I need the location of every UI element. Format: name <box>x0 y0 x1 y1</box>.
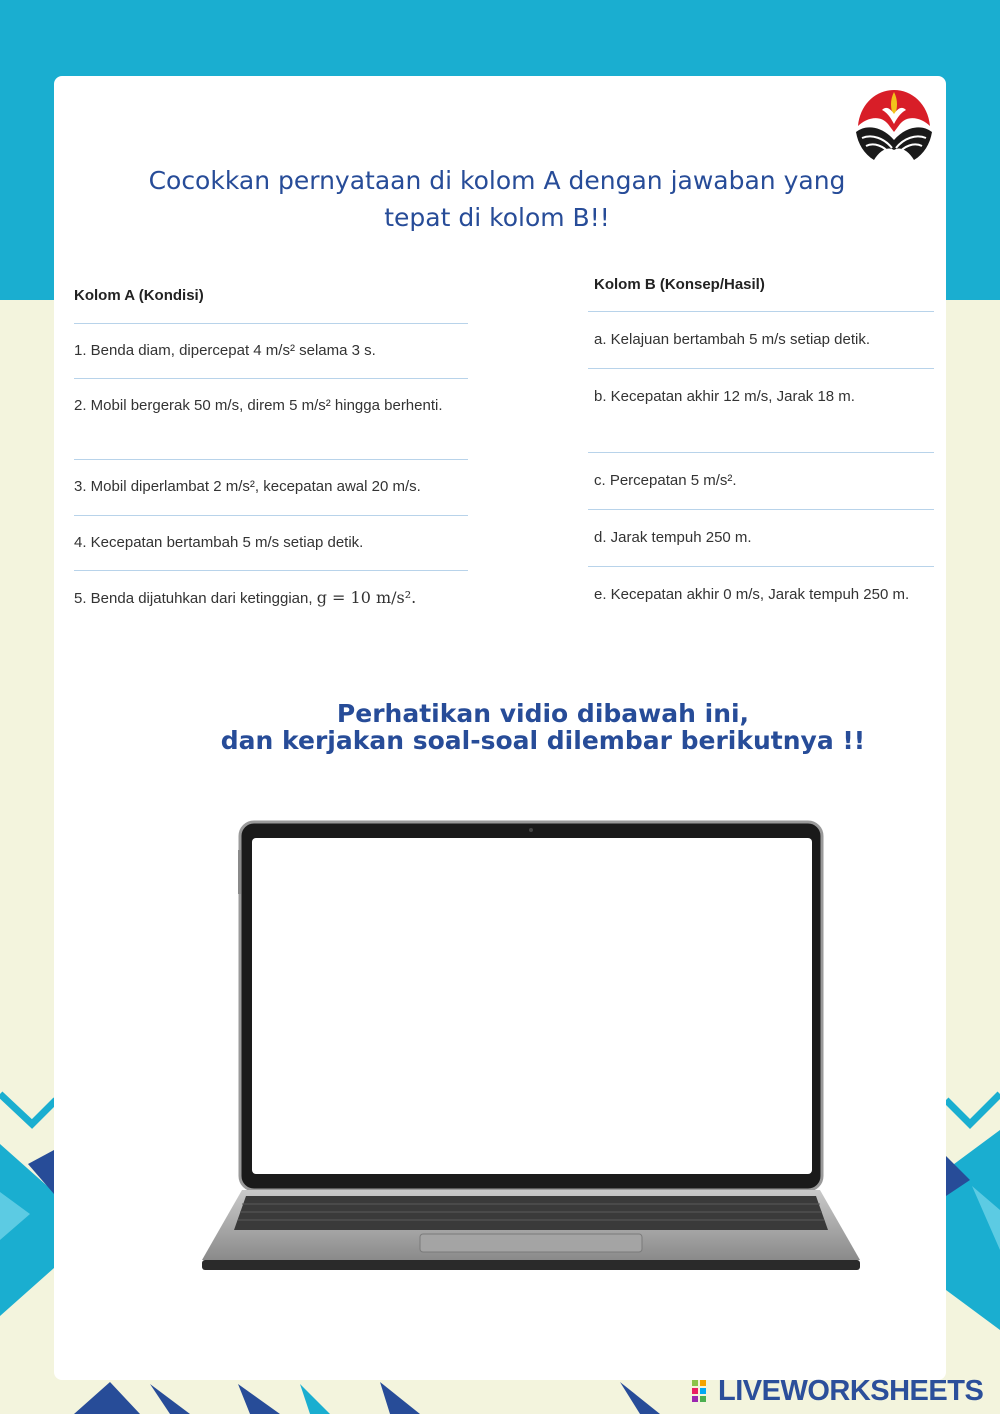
page-title: Cocokkan pernyataan di kolom A dengan jawaban yang tepat di kolom B!! <box>148 166 846 232</box>
university-logo-icon <box>852 84 936 168</box>
column-b-row-a: a. Kelajuan bertambah 5 m/s setiap detik. <box>588 312 934 369</box>
video-instruction-line-1: Perhatikan vidio dibawah ini, <box>336 699 750 728</box>
column-b-row-d: d. Jarak tempuh 250 m. <box>588 510 934 567</box>
laptop-video-frame <box>198 820 864 1276</box>
column-a-row-5 <box>74 571 468 626</box>
column-b-row-e: e. Kecepatan akhir 0 m/s, Jarak tempuh 250 m. <box>594 586 910 603</box>
gravity-formula: g = 10 m/s². <box>316 588 417 607</box>
watermark-text: LIVEWORKSHEETS <box>718 1375 984 1407</box>
liveworksheets-watermark <box>692 1374 992 1408</box>
video-instruction <box>130 700 956 754</box>
column-a-table <box>74 270 468 626</box>
column-a-row-4: 4. Kecepatan bertambah 5 m/s setiap detik. <box>74 516 468 571</box>
liveworksheets-logo-icon <box>692 1380 714 1402</box>
column-b-header: Kolom B (Konsep/Hasil) <box>588 258 934 312</box>
column-a-row-2: 2. Mobil bergerak 50 m/s, direm 5 m/s² hingga berhenti. <box>74 379 468 460</box>
column-a-row-5-text: 5. Benda dijatuhkan dari ketinggian, <box>74 590 313 607</box>
column-b-table <box>588 258 934 648</box>
video-instruction-line-2: dan kerjakan soal-soal dilembar berikutnya !! <box>220 726 866 755</box>
column-b-row-c: c. Percepatan 5 m/s². <box>588 453 934 510</box>
column-a-row-3: 3. Mobil diperlambat 2 m/s², kecepatan awal 20 m/s. <box>74 460 468 516</box>
column-b-row-b: b. Kecepatan akhir 12 m/s, Jarak 18 m. <box>588 369 934 453</box>
column-a-row-1: 1. Benda diam, dipercepat 4 m/s² selama 3 s. <box>74 324 468 379</box>
column-a-header: Kolom A (Kondisi) <box>74 270 468 324</box>
